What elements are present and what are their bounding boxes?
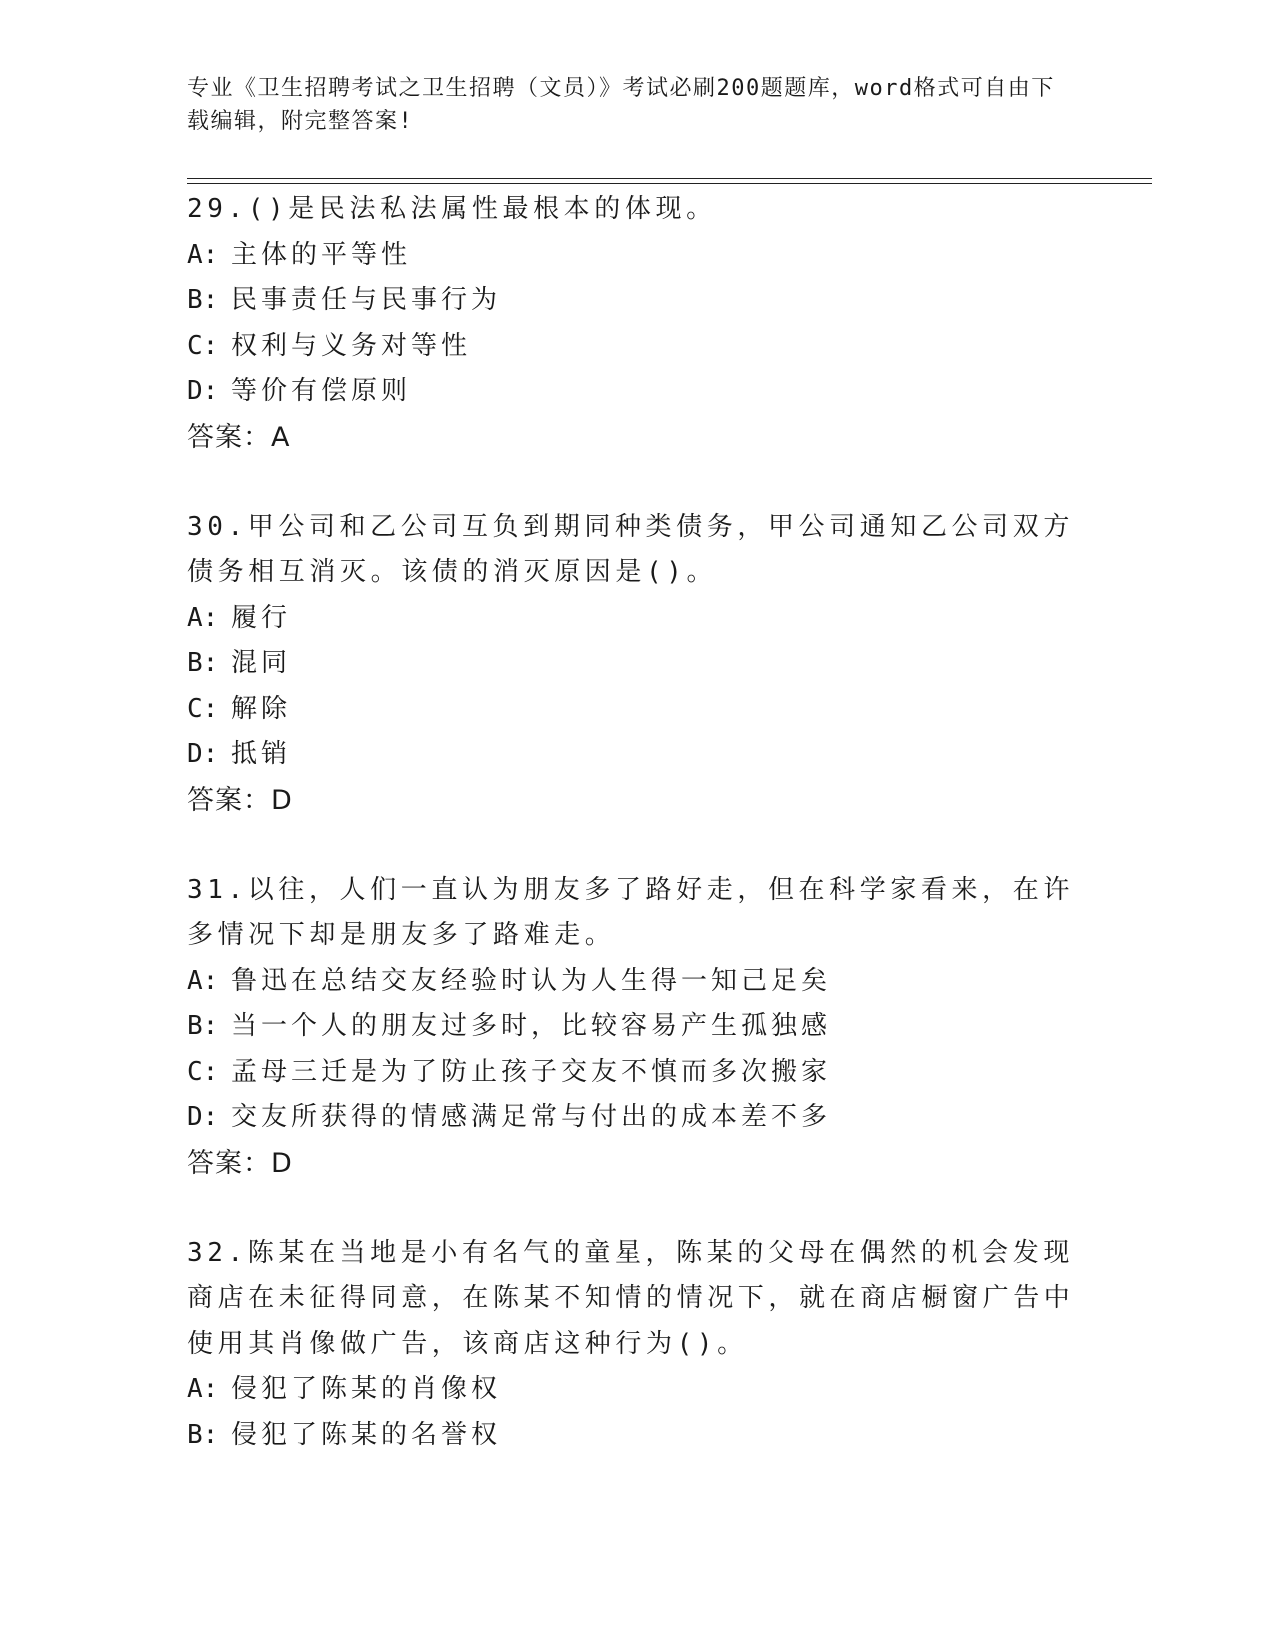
option-text: 侵犯了陈某的名誉权 — [231, 1419, 502, 1450]
option-key: D: — [187, 376, 219, 406]
document-header: 专业《卫生招聘考试之卫生招聘（文员）》考试必刷200题题库，word格式可自由下载编辑，附完整答案! — [187, 76, 1055, 134]
option-text: 抵销 — [231, 739, 292, 769]
option-c — [187, 687, 1087, 733]
option-a — [187, 959, 1087, 1005]
option-key: A: — [187, 239, 219, 270]
question-32 — [187, 1231, 1087, 1459]
option-d — [187, 732, 1087, 778]
option-b — [187, 1004, 1087, 1050]
option-text: 混同 — [231, 648, 292, 678]
option-key: A: — [187, 965, 219, 996]
option-key: B: — [187, 648, 219, 678]
option-text: 履行 — [231, 602, 292, 633]
option-key: D: — [187, 739, 219, 769]
question-30 — [187, 505, 1087, 824]
option-b — [187, 1413, 1087, 1459]
option-key: B: — [187, 285, 219, 315]
question-stem: 30.甲公司和乙公司互负到期同种类债务，甲公司通知乙公司双方债务相互消灭。该债的消灭原因是()。 — [187, 511, 1074, 587]
option-text: 主体的平等性 — [231, 239, 412, 270]
option-text: 侵犯了陈某的肖像权 — [231, 1374, 502, 1404]
option-key: B: — [187, 1419, 219, 1450]
option-c — [187, 1050, 1087, 1096]
option-text: 当一个人的朋友过多时，比较容易产生孤独感 — [231, 1011, 832, 1041]
option-c — [187, 324, 1087, 370]
question-stem: 31.以往，人们一直认为朋友多了路好走，但在科学家看来，在许多情况下却是朋友多了路难走。 — [187, 874, 1074, 950]
option-a — [187, 596, 1087, 642]
answer-line: 答案：D — [187, 1147, 293, 1179]
option-text: 交友所获得的情感满足常与付出的成本差不多 — [231, 1102, 832, 1132]
header-rule-top — [187, 178, 1152, 179]
option-key: C: — [187, 330, 219, 361]
header-rule-bottom — [187, 183, 1152, 184]
answer-line: 答案：A — [187, 421, 291, 453]
option-text: 等价有偿原则 — [231, 376, 412, 406]
question-list — [187, 187, 1087, 1502]
option-key: A: — [187, 1374, 219, 1404]
option-b — [187, 278, 1087, 324]
question-31 — [187, 868, 1087, 1187]
option-text: 解除 — [231, 693, 292, 724]
option-b — [187, 641, 1087, 687]
option-a — [187, 1367, 1087, 1413]
question-stem: 29.()是民法私法属性最根本的体现。 — [187, 194, 717, 224]
option-key: B: — [187, 1011, 219, 1041]
option-d — [187, 369, 1087, 415]
option-key: A: — [187, 602, 219, 633]
option-text: 权利与义务对等性 — [231, 330, 472, 361]
answer-line: 答案：D — [187, 784, 293, 816]
option-key: C: — [187, 693, 219, 724]
question-29 — [187, 187, 1087, 461]
option-a — [187, 233, 1087, 279]
option-key: D: — [187, 1102, 219, 1132]
option-text: 孟母三迁是为了防止孩子交友不慎而多次搬家 — [231, 1056, 832, 1087]
option-key: C: — [187, 1056, 219, 1087]
option-text: 民事责任与民事行为 — [231, 285, 502, 315]
option-d — [187, 1095, 1087, 1141]
option-text: 鲁迅在总结交友经验时认为人生得一知己足矣 — [231, 965, 832, 996]
question-stem: 32.陈某在当地是小有名气的童星，陈某的父母在偶然的机会发现商店在未征得同意，在陈某不知情的情况下，就在商店橱窗广告中使用其肖像做广告，该商店这种行为()。 — [187, 1237, 1075, 1359]
